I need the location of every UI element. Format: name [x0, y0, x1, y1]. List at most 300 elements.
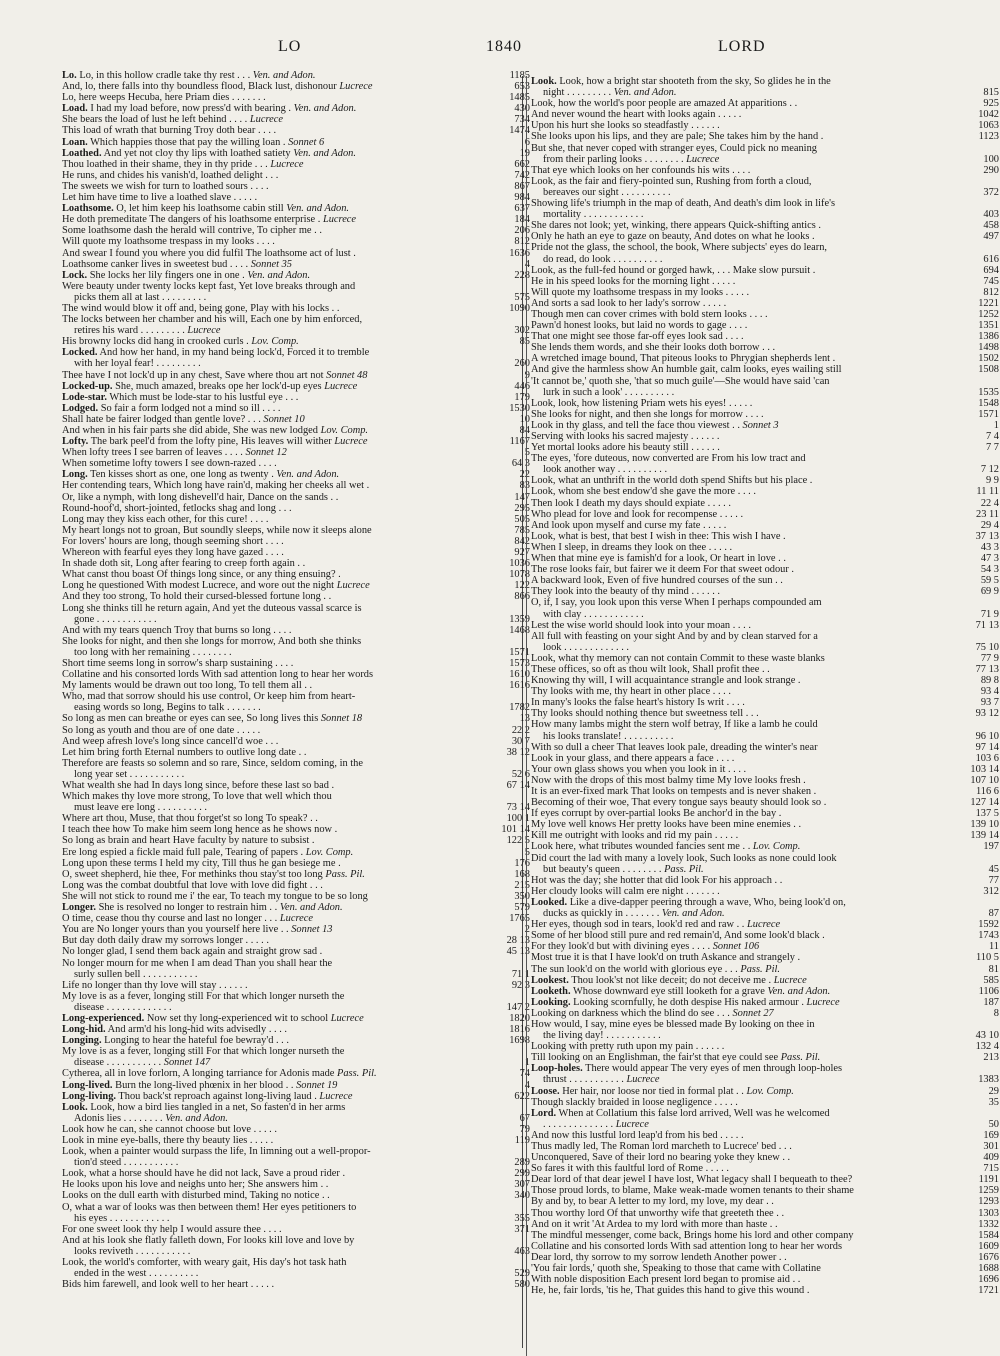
line-reference: 1293	[978, 1196, 999, 1208]
concordance-entry	[531, 731, 999, 742]
line-reference: 139 10	[970, 819, 999, 831]
concordance-entry	[62, 958, 530, 969]
concordance-entry	[531, 98, 999, 109]
concordance-entry	[62, 192, 530, 203]
quotation-text: Which happies those that pay the willing loan .	[90, 136, 286, 148]
concordance-entry	[62, 458, 530, 469]
concordance-entry	[62, 924, 530, 935]
quotation-text: And they too strong, To hold their cursed-blessed fortune long . .	[62, 591, 332, 603]
quotation-text: Kill me outright with looks and rid my pain . . . . .	[531, 830, 739, 842]
concordance-entry	[531, 298, 999, 309]
concordance-entry	[531, 864, 999, 875]
concordance-entry	[531, 986, 999, 997]
quotation-text: Will quote my loathsome trespass in my looks . . . .	[62, 236, 275, 248]
quotation-text: Look, look, how listening Priam wets his eyes! . . . . .	[531, 397, 753, 409]
concordance-entry	[62, 614, 530, 625]
source-title: Sonnet 48	[326, 369, 368, 381]
concordance-entry	[531, 853, 999, 864]
line-reference: 10	[519, 413, 530, 425]
line-reference: 22 4	[980, 497, 999, 509]
source-title: Lucrece	[339, 81, 373, 93]
quotation-text: The bark peel'd from the lofty pine, His leaves will wither	[90, 436, 332, 448]
headword: Locked.	[62, 347, 98, 359]
quotation-text: She dares not look; yet, winking, there appears Quick-shifting antics .	[531, 220, 822, 232]
source-title: Lov. Comp.	[305, 846, 354, 858]
source-title: Sonnet 147	[163, 1057, 211, 1069]
quotation-text: In shade doth sit, Long after fearing to creep forth again . .	[62, 558, 306, 570]
line-reference: 213	[983, 1052, 999, 1064]
concordance-entry	[62, 103, 530, 114]
quotation-text: Which must be lode-star to his lustful eye . . .	[109, 391, 299, 403]
concordance-entry	[62, 1146, 530, 1157]
concordance-entry	[531, 1285, 999, 1296]
quotation-text: Look in thy glass, and tell the face thou viewest . .	[531, 419, 740, 431]
source-title: Pass. Pil.	[664, 863, 704, 875]
headword: Long.	[62, 469, 88, 481]
line-reference: 9	[524, 369, 530, 381]
quotation-text: Short time seems long in sorrow's sharp sustaining . . . .	[62, 657, 294, 669]
quotation-text: He looks upon his love and neighs unto her; She answers him . .	[62, 1179, 329, 1191]
quotation-text: And sorts a sad look to her lady's sorrow . . . . .	[531, 297, 727, 309]
line-reference: 22 2	[511, 724, 530, 736]
line-reference: 74	[519, 1068, 530, 1080]
line-reference: 50	[988, 1118, 999, 1130]
quotation-text: Who, mad that sorrow should his use control, Or keep him from heart-	[62, 691, 356, 703]
concordance-entry	[531, 498, 999, 509]
line-reference: 1610	[509, 669, 530, 681]
concordance-entry	[531, 1008, 999, 1019]
line-reference: 93 4	[980, 686, 999, 698]
source-title: Ven. and Adon.	[293, 147, 356, 159]
concordance-entry	[531, 87, 999, 98]
concordance-entry	[62, 170, 530, 181]
quotation-text: bereaves our sight . . . . . . . . . .	[543, 186, 671, 198]
line-reference: 580	[514, 1279, 530, 1291]
quotation-text: Adonis lies . . . . . . . .	[74, 1112, 163, 1124]
concordance-entry	[62, 1091, 530, 1102]
quotation-text: O, sweet shepherd, hie thee, For methinks thou stay'st too long	[62, 868, 323, 880]
line-reference: 1485	[509, 92, 530, 104]
quotation-text: Dear lord of that dear jewel I have lost, What legacy shall I bequeath to thee?	[531, 1174, 853, 1186]
source-title: Lucrece	[324, 380, 358, 392]
quotation-text: Look in your glass, and there appears a face . . . .	[531, 752, 735, 764]
line-reference: 1676	[978, 1251, 999, 1263]
quotation-text: But day doth daily draw my sorrows longer . . . . .	[62, 935, 269, 947]
concordance-entry	[62, 370, 530, 381]
concordance-entry	[62, 70, 530, 81]
line-reference: 1584	[978, 1229, 999, 1241]
quotation-text: Though men can cover crimes with bold stern looks . . . .	[531, 308, 768, 320]
source-title: Ven. and Adon.	[286, 203, 350, 215]
source-title: Ven. and Adon.	[767, 985, 831, 997]
concordance-entry	[531, 220, 999, 231]
line-reference: 37 13	[975, 530, 999, 542]
headword: Longing.	[62, 1035, 102, 1047]
quotation-text: Whose downward eye still looketh for a grave	[572, 985, 765, 997]
concordance-entry	[62, 558, 530, 569]
line-reference: 430	[514, 103, 530, 115]
source-title: Lucrece	[747, 919, 781, 931]
quotation-text: O, let him keep his loathsome cabin still	[116, 203, 284, 215]
quotation-text: Thy looks with me, thy heart in other place . . . .	[531, 686, 731, 698]
source-title: Lucrece	[330, 1012, 364, 1024]
line-reference: 137 5	[975, 808, 999, 820]
line-reference: 122 5	[506, 835, 530, 847]
line-reference: 103 14	[970, 763, 999, 775]
quotation-text: Look, what is best, that best I wish in thee: This wish I have .	[531, 530, 786, 542]
headword: Lookest.	[531, 974, 569, 986]
source-title: Lucrece	[686, 153, 720, 165]
quotation-text: How many lambs might the stern wolf betray, If like a lamb he could	[531, 719, 818, 731]
line-reference: 409	[983, 1152, 999, 1164]
line-reference: 1383	[978, 1074, 999, 1086]
quotation-text: When at Collatium this false lord arrived, Well was he welcomed	[558, 1107, 830, 1119]
quotation-text: . . . . . . . . . . . . . .	[543, 1118, 614, 1130]
concordance-entry	[531, 564, 999, 575]
line-reference: 1743	[978, 930, 999, 942]
concordance-entry	[62, 1235, 530, 1246]
line-reference: 1167	[509, 436, 530, 448]
headword: Lord.	[531, 1107, 557, 1119]
line-reference: 122	[514, 580, 530, 592]
concordance-entry	[531, 265, 999, 276]
quotation-text: Shall hate be fairer lodged than gentle love? . . .	[62, 413, 261, 425]
quotation-text: It is an ever-fixed mark That looks on tempests and is never shaken .	[531, 786, 817, 797]
quotation-text: Pride not the glass, the school, the book, Where subjects' eyes do learn,	[531, 242, 828, 254]
line-reference: 371	[514, 1223, 530, 1235]
source-title: Ven. and Adon.	[276, 469, 340, 481]
source-title: Sonnet 3	[742, 419, 779, 431]
concordance-entry	[531, 708, 999, 719]
concordance-entry	[62, 236, 530, 247]
quotation-text: his eyes . . . . . . . . . . . .	[74, 1212, 170, 1224]
quotation-text: Let him bring forth Eternal numbers to outlive long date . .	[62, 746, 307, 758]
concordance-entry	[62, 1135, 530, 1146]
quotation-text: So long as brain and heart Have faculty by nature to subsist .	[62, 835, 315, 847]
line-reference: 5	[524, 447, 530, 459]
concordance-entry	[62, 92, 530, 103]
concordance-entry	[531, 753, 999, 764]
concordance-entry	[531, 764, 999, 775]
headword: Long-lived.	[62, 1079, 113, 1091]
concordance-entry	[62, 880, 530, 891]
line-reference: 7 12	[980, 464, 999, 476]
concordance-entry	[531, 1074, 999, 1085]
quotation-text: Thou worthy lord Of that unworthy wife that greeteth thee . .	[531, 1207, 785, 1219]
source-title: Lucrece	[806, 996, 840, 1008]
line-reference: 93 7	[980, 697, 999, 709]
line-reference: 299	[514, 1168, 530, 1180]
headword: Look.	[62, 1101, 88, 1113]
concordance-entry	[531, 420, 999, 431]
source-title: Pass. Pil.	[740, 963, 780, 975]
concordance-entry	[531, 187, 999, 198]
headword: Look.	[531, 76, 557, 87]
quotation-text: No longer mourn for me when I am dead Than you shall hear the	[62, 957, 333, 969]
line-reference: 585	[983, 974, 999, 986]
quotation-text: night . . . . . . . . .	[543, 87, 612, 99]
quotation-text: Ten kisses short as one, one long as twenty .	[90, 469, 274, 481]
source-title: Lucrece	[773, 974, 807, 986]
line-reference: 458	[983, 220, 999, 232]
line-reference: 75 10	[975, 641, 999, 653]
quotation-text: This load of wrath that burning Troy doth bear . . . .	[62, 125, 277, 137]
concordance-entry	[531, 1063, 999, 1074]
quotation-text: Or, like a nymph, with long dishevell'd hair, Dance on the sands . .	[62, 491, 339, 503]
concordance-entry	[531, 586, 999, 597]
quotation-text: Look, as the fair and fiery-pointed sun, Rushing from forth a cloud,	[531, 175, 812, 187]
line-reference: 107 10	[970, 774, 999, 786]
concordance-entry	[62, 902, 530, 913]
source-title: Lov. Comp.	[746, 1085, 794, 1097]
quotation-text: easing words so long, Begins to talk . . . . . . .	[74, 702, 261, 714]
line-reference: 1782	[509, 702, 530, 714]
quotation-text: And arm'd his long-hid wits advisedly . . . .	[107, 1024, 288, 1036]
line-reference: 260	[514, 358, 530, 370]
quotation-text: Collatine and his consorted lords With sad attention long to hear her words	[531, 1240, 843, 1252]
line-reference: 103 6	[975, 752, 999, 764]
quotation-text: Looking with pretty ruth upon my pain . . . . . .	[531, 1041, 725, 1053]
concordance-entry	[531, 675, 999, 686]
line-reference: 463	[514, 1245, 530, 1257]
concordance-entry	[62, 492, 530, 503]
concordance-entry	[531, 398, 999, 409]
line-reference: 77	[988, 874, 999, 886]
line-reference: 79	[519, 1123, 530, 1135]
quotation-text: So long as men can breathe or eyes can see, So long lives this	[62, 713, 319, 725]
concordance-entry	[531, 642, 999, 653]
concordance-entry	[62, 259, 530, 270]
quotation-text: Look, what an unthrift in the world doth spend Shifts but his place .	[531, 475, 813, 487]
line-reference: 7 7	[986, 442, 999, 454]
concordance-entry	[531, 165, 999, 176]
concordance-entry	[531, 320, 999, 331]
quotation-text: Let him have time to live a loathed slave . . . . .	[62, 192, 258, 204]
quotation-text: Lo, here weeps Hecuba, here Priam dies . . . . . . .	[62, 92, 266, 104]
line-reference: 1820	[509, 1012, 530, 1024]
quotation-text: That one might see those far-off eyes look sad . . . .	[531, 331, 744, 343]
concordance-entry	[531, 209, 999, 220]
concordance-entry	[531, 975, 999, 986]
quotation-text: Look, how a bright star shooteth from the sky, So glides he in the	[559, 76, 831, 87]
concordance-entry	[62, 935, 530, 946]
quotation-text: Thou look'st not like deceit; do not deceive me .	[571, 974, 772, 986]
quotation-text: Which makes thy love more strong, To love that well which thou	[62, 791, 332, 803]
concordance-entry	[62, 1202, 530, 1213]
concordance-entry	[62, 1213, 530, 1224]
concordance-entry	[531, 941, 999, 952]
quotation-text: She, much amazed, breaks ope her lock'd-up eyes	[115, 380, 322, 392]
concordance-entry	[62, 636, 530, 647]
quotation-text: mortality . . . . . . . . . . . .	[543, 209, 644, 221]
source-title: Lucrece	[334, 436, 368, 448]
quotation-text: Look, how the world's poor people are amazed At apparitions . .	[531, 98, 798, 110]
concordance-entry	[531, 1108, 999, 1119]
line-reference: 19	[519, 147, 530, 159]
line-reference: 92 3	[511, 979, 530, 991]
concordance-entry	[531, 531, 999, 542]
quotation-text: And with my tears quench Troy that burns so long . . . .	[62, 624, 292, 636]
line-reference: 52 6	[511, 768, 530, 780]
line-reference: 168	[514, 868, 530, 880]
source-title: Lucrece	[626, 1074, 660, 1086]
concordance-entry	[62, 1124, 530, 1135]
quotation-text: And at his look she flatly falleth down, For looks kill love and love by	[62, 1234, 355, 1246]
concordance-entry	[62, 824, 530, 835]
line-reference: 110 5	[976, 952, 999, 964]
headword: Lock.	[62, 269, 88, 281]
line-reference: 785	[514, 524, 530, 536]
quotation-text: ducks as quickly in . . . . . . .	[543, 908, 660, 920]
quotation-text: When I sleep, in dreams they look on thee . . . . .	[531, 541, 733, 553]
line-reference: 742	[514, 169, 530, 181]
quotation-text: with her loyal fear! . . . . . . . . .	[74, 358, 201, 370]
source-title: Ven. and Adon.	[613, 87, 677, 99]
source-title: Ven. and Adon.	[247, 269, 311, 281]
line-reference: 1332	[978, 1218, 999, 1230]
quotation-text: Some of her blood still pure and red remain'd, And some look'd black .	[531, 930, 825, 942]
concordance-entry	[62, 214, 530, 225]
quotation-text: Lo, in this hollow cradle take thy rest . . .	[79, 70, 251, 81]
concordance-entry	[62, 747, 530, 758]
quotation-text: Unconquered, Save of their lord no bearing yoke they knew . .	[531, 1152, 791, 1164]
line-reference: 1185	[509, 70, 530, 81]
line-reference: 89 8	[980, 675, 999, 687]
quotation-text: She lends them words, and she their looks doth borrow . . .	[531, 342, 776, 354]
quotation-text: Serving with looks his sacred majesty . . . . . .	[531, 431, 720, 442]
concordance-entry	[62, 292, 530, 303]
concordance-entry	[62, 181, 530, 192]
quotation-text: retires his ward . . . . . . . . .	[74, 325, 185, 337]
quotation-text: Looks on the dull earth with disturbed mind, Taking no notice . .	[62, 1190, 330, 1202]
concordance-entry	[62, 946, 530, 957]
quotation-text: Look, when a painter would surpass the life, In limning out a well-propor-	[62, 1146, 371, 1158]
concordance-entry	[531, 1252, 999, 1263]
line-reference: 616	[983, 253, 999, 265]
quotation-text: Dear lord, thy sorrow to my sorrow lendeth Another power . .	[531, 1251, 787, 1263]
concordance-entry	[62, 1224, 530, 1235]
source-title: Sonnet 13	[291, 924, 333, 936]
concordance-entry	[531, 154, 999, 165]
concordance-entry	[531, 464, 999, 475]
quotation-text: Her contending tears, Which long have rain'd, making her cheeks all wet .	[62, 480, 370, 492]
concordance-entry	[62, 702, 530, 713]
concordance-entry	[62, 148, 530, 159]
quotation-text: So fair a form lodged not a mind so ill . . . .	[100, 402, 281, 414]
concordance-entry	[531, 1052, 999, 1063]
concordance-entry	[62, 381, 530, 392]
concordance-entry	[531, 198, 999, 209]
quotation-text: surly sullen bell . . . . . . . . . . .	[74, 968, 198, 980]
line-reference: 1359	[509, 613, 530, 625]
concordance-entry	[62, 125, 530, 136]
quotation-text: No longer glad, I send them back again and straight grow sad .	[62, 946, 323, 958]
source-title: Pass. Pil.	[780, 1052, 821, 1064]
quotation-text: Collatine and his consorted lords With sad attention long to hear her words	[62, 669, 374, 681]
quotation-text: Look here, what tributes wounded fancies sent me . .	[531, 841, 751, 853]
source-title: Lov. Comp.	[251, 336, 299, 348]
concordance-entry	[531, 1174, 999, 1185]
quotation-text: When sometime lofty towers I see down-razed . . . .	[62, 458, 277, 470]
concordance-entry	[62, 780, 530, 791]
concordance-entry	[62, 248, 530, 259]
page-number: 1840	[486, 38, 522, 55]
headword: Load.	[62, 103, 88, 115]
concordance-entry	[531, 653, 999, 664]
quotation-text: Burn the long-lived phœnix in her blood . .	[115, 1079, 294, 1091]
concordance-entry	[531, 952, 999, 963]
quotation-text: And look upon myself and curse my fate . . . . .	[531, 519, 727, 531]
concordance-entry	[531, 897, 999, 908]
concordance-entry	[531, 1130, 999, 1141]
quotation-text: And now this lustful lord leap'd from his bed . . . . .	[531, 1129, 744, 1141]
source-title: Lucrece	[336, 580, 370, 592]
line-reference: 139 14	[970, 830, 999, 842]
quotation-text: Yet mortal looks adore his beauty still . . . . . .	[531, 442, 720, 454]
line-reference: 1498	[978, 342, 999, 354]
concordance-entry	[62, 1102, 530, 1113]
quotation-text: Looking scornfully, he doth despise His naked armour .	[573, 996, 804, 1008]
concordance-entry	[531, 1208, 999, 1219]
concordance-entry	[62, 392, 530, 403]
quotation-text: Becoming of their woe, That every tongue says beauty should look so .	[531, 797, 827, 809]
line-reference: 43 10	[975, 1030, 999, 1042]
quotation-text: You are No longer yours than you yourself here live . .	[62, 924, 289, 936]
quotation-text: When that mine eye is famish'd for a look, Or heart in love . .	[531, 553, 786, 565]
line-reference: 87	[988, 908, 999, 920]
line-reference: 81	[988, 963, 999, 975]
line-reference: 9 9	[986, 475, 999, 487]
concordance-entry	[62, 503, 530, 514]
line-reference: 127 14	[970, 797, 999, 809]
concordance-entry	[531, 719, 999, 730]
line-reference: 653	[514, 81, 530, 93]
line-reference: 1259	[978, 1185, 999, 1197]
concordance-entry	[531, 143, 999, 154]
quotation-text: thrust . . . . . . . . . . .	[543, 1074, 624, 1086]
quotation-text: Now set thy long-experienced wit to school	[146, 1012, 329, 1024]
left-column	[62, 70, 530, 1350]
line-reference: 132 4	[975, 1041, 999, 1053]
headword: Lofty.	[62, 436, 89, 448]
concordance-entry	[531, 1241, 999, 1252]
quotation-text: Cytherea, all in love forlorn, A longing tarriance for Adonis made	[62, 1068, 335, 1080]
line-reference: 69 9	[980, 586, 999, 598]
line-reference: 715	[983, 1163, 999, 1175]
line-reference: 290	[983, 164, 999, 176]
source-title: Lucrece	[249, 114, 283, 126]
line-reference: 67	[519, 1112, 530, 1124]
concordance-entry	[62, 1157, 530, 1168]
quotation-text: Look, the world's comforter, with weary gait, His day's hot task hath	[62, 1257, 347, 1269]
line-reference: 11 11	[976, 486, 999, 498]
line-reference: 71 1	[511, 968, 530, 980]
headword: Lodged.	[62, 402, 99, 414]
line-reference: 372	[983, 186, 999, 198]
quotation-text: And yet not cloy thy lips with loathed satiety	[103, 147, 291, 159]
quotation-text: And weep afresh love's long since cancell'd woe . . .	[62, 735, 279, 747]
headword: Loan.	[62, 136, 88, 148]
quotation-text: Who plead for love and look for recompense . . . . .	[531, 508, 744, 520]
concordance-entry	[62, 1168, 530, 1179]
line-reference: 925	[983, 98, 999, 110]
concordance-entry	[531, 964, 999, 975]
quotation-text: but beauty's queen . . . . . . . .	[543, 863, 662, 875]
concordance-entry	[531, 109, 999, 120]
concordance-entry	[62, 547, 530, 558]
line-reference: 30 7	[511, 735, 530, 747]
quotation-text: Bids him farewell, and look well to her heart . . . . .	[62, 1279, 275, 1291]
